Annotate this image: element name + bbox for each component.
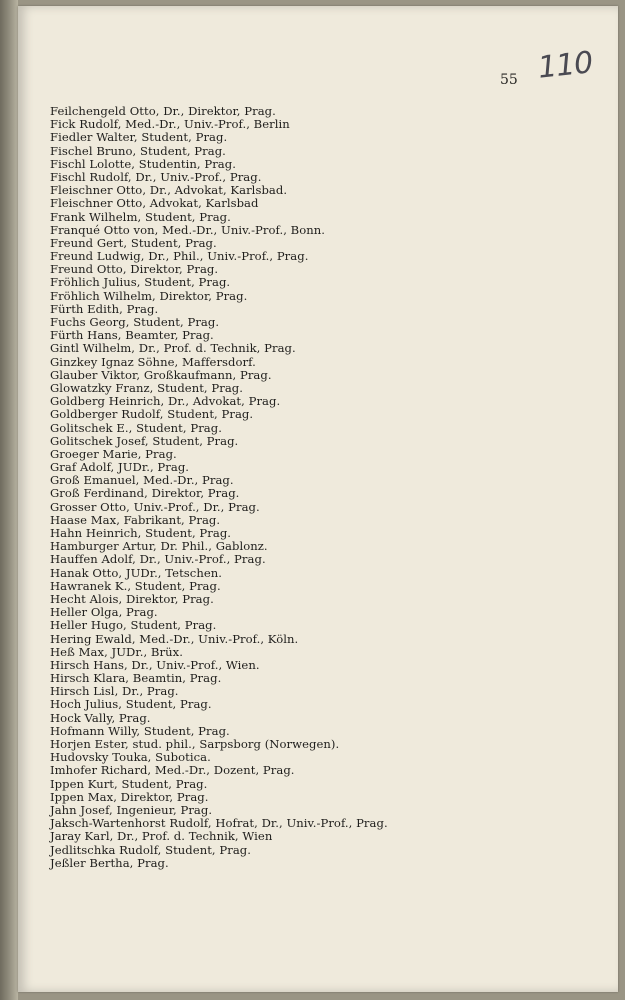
list-entry: Haase Max, Fabrikant, Prag. bbox=[50, 512, 221, 527]
list-entry: Fröhlich Julius, Student, Prag. bbox=[50, 275, 231, 290]
list-entry: Jeßler Bertha, Prag. bbox=[50, 855, 169, 870]
list-entry: Hecht Alois, Direktor, Prag. bbox=[50, 591, 214, 606]
list-entry: Jedlitschka Rudolf, Student, Prag. bbox=[50, 842, 252, 857]
member-list bbox=[50, 105, 610, 870]
list-entry: Golitschek Josef, Student, Prag. bbox=[50, 433, 239, 448]
list-entry: Graf Adolf, JUDr., Prag. bbox=[50, 460, 190, 475]
list-entry: Jahn Josef, Ingenieur, Prag. bbox=[50, 802, 213, 817]
list-entry: Glauber Viktor, Großkaufmann, Prag. bbox=[50, 367, 272, 382]
list-entry: Hahn Heinrich, Student, Prag. bbox=[50, 526, 232, 540]
list-entry: Groß Emanuel, Med.-Dr., Prag. bbox=[50, 473, 234, 488]
list-entry: Golitschek E., Student, Prag. bbox=[50, 420, 222, 435]
list-entry: Ippen Max, Direktor, Prag. bbox=[50, 789, 209, 804]
list-entry: Fürth Edith, Prag. bbox=[50, 301, 159, 316]
list-entry: Franqué Otto von, Med.-Dr., Univ.-Prof., Bonn. bbox=[50, 222, 326, 237]
list-entry: Hanak Otto, JUDr., Tetschen. bbox=[50, 565, 222, 580]
list-entry: Jaksch-Wartenhorst Rudolf, Hofrat, Dr., Univ.-Prof., Prag. bbox=[50, 816, 388, 831]
list-entry: Fischel Bruno, Student, Prag. bbox=[50, 143, 226, 158]
list-entry: Freund Gert, Student, Prag. bbox=[50, 235, 217, 250]
document-page bbox=[18, 6, 618, 992]
list-entry: Groß Ferdinand, Direktor, Prag. bbox=[50, 486, 240, 501]
list-entry: Hirsch Hans, Dr., Univ.-Prof., Wien. bbox=[50, 657, 260, 672]
list-entry: Hauffen Adolf, Dr., Univ.-Prof., Prag. bbox=[50, 552, 266, 567]
list-entry: Fick Rudolf, Med.-Dr., Univ.-Prof., Berlin bbox=[50, 117, 290, 132]
list-entry: Hering Ewald, Med.-Dr., Univ.-Prof., Köln. bbox=[50, 631, 299, 646]
list-entry: Glowatzky Franz, Student, Prag. bbox=[50, 380, 244, 395]
list-entry: Fürth Hans, Beamter, Prag. bbox=[50, 328, 214, 343]
list-entry: Jaray Karl, Dr., Prof. d. Technik, Wien bbox=[50, 829, 273, 844]
list-entry: Hofmann Willy, Student, Prag. bbox=[50, 723, 230, 738]
list-entry: Fleischner Otto, Dr., Advokat, Karlsbad. bbox=[50, 183, 288, 198]
list-entry: Feilchengeld Otto, Dr., Direktor, Prag. bbox=[50, 104, 276, 118]
list-entry: Frank Wilhelm, Student, Prag. bbox=[50, 209, 231, 224]
list-entry: Hamburger Artur, Dr. Phil., Gablonz. bbox=[50, 539, 268, 554]
list-entry: Ippen Kurt, Student, Prag. bbox=[50, 776, 208, 791]
list-entry: Fiedler Walter, Student, Prag. bbox=[50, 130, 228, 145]
list-entry: Hoch Julius, Student, Prag. bbox=[50, 697, 212, 712]
list-entry: Hawranek K., Student, Prag. bbox=[50, 578, 221, 593]
list-entry: Horjen Ester, stud. phil., Sarpsborg (Norwegen). bbox=[50, 737, 340, 751]
list-entry: Hirsch Lisl, Dr., Prag. bbox=[50, 684, 179, 699]
list-entry: Imhofer Richard, Med.-Dr., Dozent, Prag. bbox=[50, 763, 295, 778]
handwritten-folio-number: 110 bbox=[536, 45, 594, 86]
list-entry: Fischl Lolotte, Studentin, Prag. bbox=[50, 156, 236, 171]
list-entry: Hudovsky Touka, Subotica. bbox=[50, 750, 211, 765]
list-entry: Fleischner Otto, Advokat, Karlsbad bbox=[50, 196, 259, 211]
list-entry: Goldberger Rudolf, Student, Prag. bbox=[50, 407, 254, 422]
list-entry: Heller Olga, Prag. bbox=[50, 605, 158, 620]
list-entry: Heß Max, JUDr., Brüx. bbox=[50, 644, 183, 659]
list-entry: Fuchs Georg, Student, Prag. bbox=[50, 315, 220, 329]
list-entry: Freund Otto, Direktor, Prag. bbox=[50, 262, 219, 277]
list-entry: Fröhlich Wilhelm, Direktor, Prag. bbox=[50, 288, 248, 303]
list-entry: Hirsch Klara, Beamtin, Prag. bbox=[50, 671, 222, 686]
list-entry: Ginzkey Ignaz Söhne, Maffersdorf. bbox=[50, 354, 256, 369]
list-entry: Groeger Marie, Prag. bbox=[50, 446, 177, 461]
list-entry: Freund Ludwig, Dr., Phil., Univ.-Prof., Prag. bbox=[50, 249, 309, 264]
list-entry: Grosser Otto, Univ.-Prof., Dr., Prag. bbox=[50, 499, 260, 514]
book-spine-shadow bbox=[0, 0, 18, 1000]
page-number: 55 bbox=[500, 72, 518, 88]
list-entry: Fischl Rudolf, Dr., Univ.-Prof., Prag. bbox=[50, 169, 262, 184]
list-entry: Hock Vally, Prag. bbox=[50, 710, 151, 725]
list-entry: Gintl Wilhelm, Dr., Prof. d. Technik, Prag. bbox=[50, 341, 296, 356]
list-entry: Goldberg Heinrich, Dr., Advokat, Prag. bbox=[50, 394, 281, 409]
list-entry: Heller Hugo, Student, Prag. bbox=[50, 618, 217, 633]
